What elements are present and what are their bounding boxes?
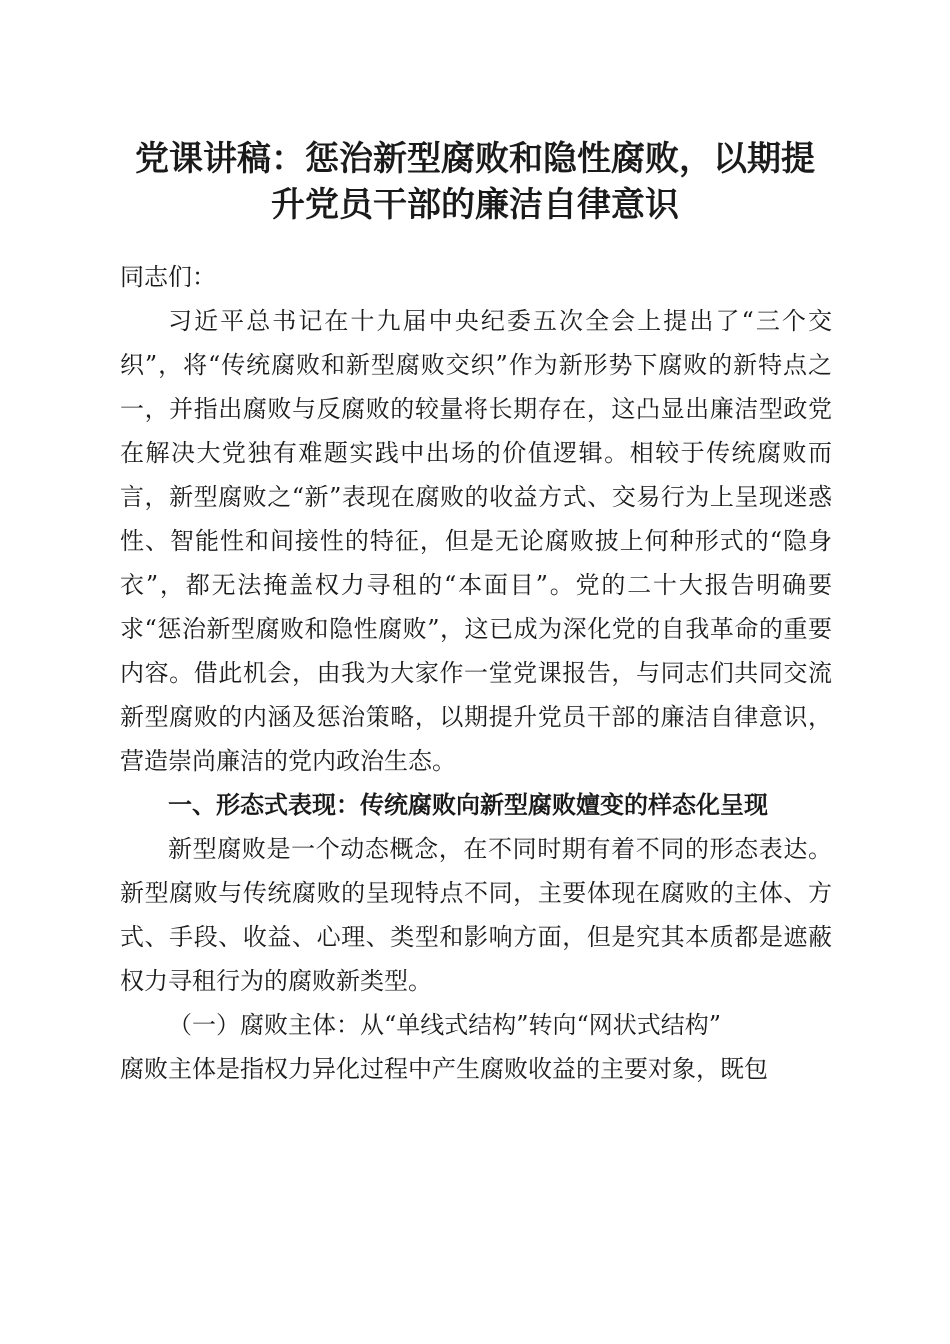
section-heading-1: 一、形态式表现：传统腐败向新型腐败嬗变的样态化呈现 <box>168 790 768 819</box>
paragraph-section-1: 新型腐败是一个动态概念，在不同时期有着不同的形态表达。新型腐败与传统腐败的呈现特点不同，主要体现在腐败的主体、方式、手段、收益、心理、类型和影响方面，但是究其本质都是遮蔽权力寻租行为的腐败新类型。 <box>120 835 832 995</box>
document-title <box>100 136 850 228</box>
paragraph-subsection-1: 腐败主体是指权力异化过程中产生腐败收益的主要对象，既包 <box>120 1055 768 1083</box>
salutation: 同志们： <box>120 263 216 291</box>
title-line-2: 升党员干部的廉洁自律意识 <box>271 185 679 225</box>
subsection-heading-1: （一）腐败主体：从“单线式结构”转向“网状式结构” <box>168 1011 722 1039</box>
paragraph-intro: 习近平总书记在十九届中央纪委五次全会上提出了“三个交织”，将“传统腐败和新型腐败交织”作为新形势下腐败的新特点之一，并指出腐败与反腐败的较量将长期存在，这凸显出廉洁型政党在解决大党独有难题实践中出场的价值逻辑。相较于传统腐败而言，新型腐败之“新”表现在腐败的收益方式、交易行为上呈现迷惑性、智能性和间接性的特征，但是无论腐败披上何种形式的“隐身衣”，都无法掩盖权力寻租的“本面目”。党的二十大报告明确要求“惩治新型腐败和隐性腐败”，这已成为深化党的自我革命的重要内容。借此机会，由我为大家作一堂党课报告，与同志们共同交流新型腐败的内涵及惩治策略，以期提升党员干部的廉洁自律意识，营造崇尚廉洁的党内政治生态。 <box>120 307 832 775</box>
title-line-1: 党课讲稿：惩治新型腐败和隐性腐败，以期提 <box>135 139 815 179</box>
document-body <box>120 255 832 1091</box>
